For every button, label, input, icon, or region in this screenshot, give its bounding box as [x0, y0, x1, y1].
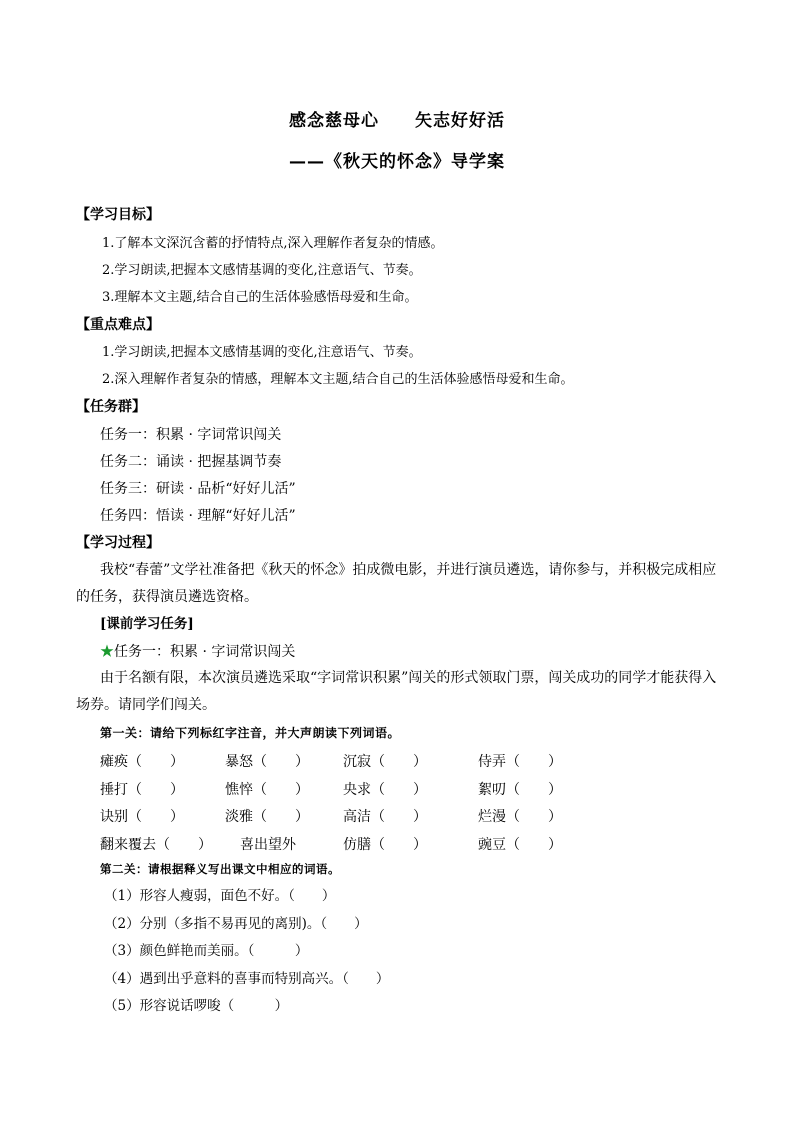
task-item: 任务二：诵读 · 把握基调节奏: [100, 454, 282, 470]
goal-item: 3.理解本文主题,结合自己的生活体验感悟母爱和生命。: [102, 290, 418, 305]
definition-item: （3）颜色鲜艳而美丽。（ ）: [104, 943, 309, 959]
goal-item: 2.学习朗读,把握本文感情基调的变化,注意语气、节奏。: [102, 263, 422, 278]
process-heading: 【学习过程】: [76, 535, 160, 551]
task-item: 任务三：研读 · 品析“好好儿活”: [100, 481, 296, 497]
level2-instruction: 第二关：请根据释义写出课文中相应的词语。: [100, 862, 340, 876]
word-item: 憔悴（ ）: [225, 781, 309, 798]
keypoints-heading: 【重点难点】: [76, 317, 160, 333]
pre-task-label: [课前学习任务]: [100, 616, 194, 632]
process-intro: 我校“春蕾”文学社准备把《秋天的怀念》拍成微电影，并进行演员遴选，请你参与，并积极完成相应的任务，获得演员遴选资格。: [76, 562, 717, 605]
word-item: 豌豆（ ）: [478, 836, 562, 853]
word-grid: [100, 751, 660, 861]
task1-line: [100, 643, 295, 661]
word-row: [100, 834, 660, 862]
task1-intro: 由于名额有限，本次演员遴选采取“字词常识积累”闯关的形式领取门票，闯关成功的同学才能获得入场券。请同学们闯关。: [76, 670, 717, 713]
keypoint-item: 1.学习朗读,把握本文感情基调的变化,注意语气、节奏。: [102, 345, 422, 360]
word-item: 暴怒（ ）: [225, 754, 309, 770]
goals-heading: 【学习目标】: [76, 207, 160, 223]
word-item: 高洁（ ）: [343, 809, 427, 825]
word-row: [100, 806, 660, 834]
word-item: 侍弄（ ）: [478, 754, 562, 770]
keypoint-item: 2.深入理解作者复杂的情感，理解本文主题,结合自己的生活体验感悟母爱和生命。: [102, 372, 574, 387]
document-subtitle: ——《秋天的怀念》导学案: [289, 152, 505, 172]
word-item: 絮叨（ ）: [478, 781, 562, 798]
word-item: 喜出望外: [240, 836, 296, 853]
word-item: 烂漫（ ）: [478, 809, 562, 825]
level1-instruction: 第一关：请给下列标红字注音，并大声朗读下列词语。: [100, 726, 401, 740]
word-row: [100, 779, 660, 807]
word-item: 捶打（ ）: [100, 781, 184, 798]
star-icon: ★: [100, 644, 114, 660]
word-item: 仿膳（ ）: [343, 836, 427, 853]
definition-item: （5）形容说话啰唆（ ）: [104, 998, 289, 1014]
word-item: 诀别（ ）: [100, 809, 184, 825]
word-item: 央求（ ）: [343, 781, 427, 798]
goal-item: 1.了解本文深沉含蓄的抒情特点,深入理解作者复杂的情感。: [102, 236, 444, 251]
word-item: 翻来覆去（ ）: [100, 836, 212, 853]
definition-item: （1）形容人瘦弱，面色不好。（ ）: [104, 888, 336, 904]
task1-label: 任务一：积累 · 字词常识闯关: [114, 644, 296, 660]
word-item: 沉寂（ ）: [343, 754, 427, 770]
word-item: 淡雅（ ）: [225, 809, 309, 825]
tasks-heading: 【任务群】: [76, 399, 146, 415]
word-item: 瘫痪（ ）: [100, 754, 184, 770]
definition-item: （4）遇到出乎意料的喜事而特别高兴。（ ）: [104, 971, 390, 987]
task-item: 任务四：悟读 · 理解“好好儿活”: [100, 508, 296, 524]
task-item: 任务一：积累 · 字词常识闯关: [100, 427, 282, 443]
definition-item: （2）分别（多指不易再见的离别)。（ ）: [104, 916, 368, 932]
word-row: [100, 751, 660, 779]
document-title: 感念慈母心 矢志好好活: [289, 111, 505, 131]
